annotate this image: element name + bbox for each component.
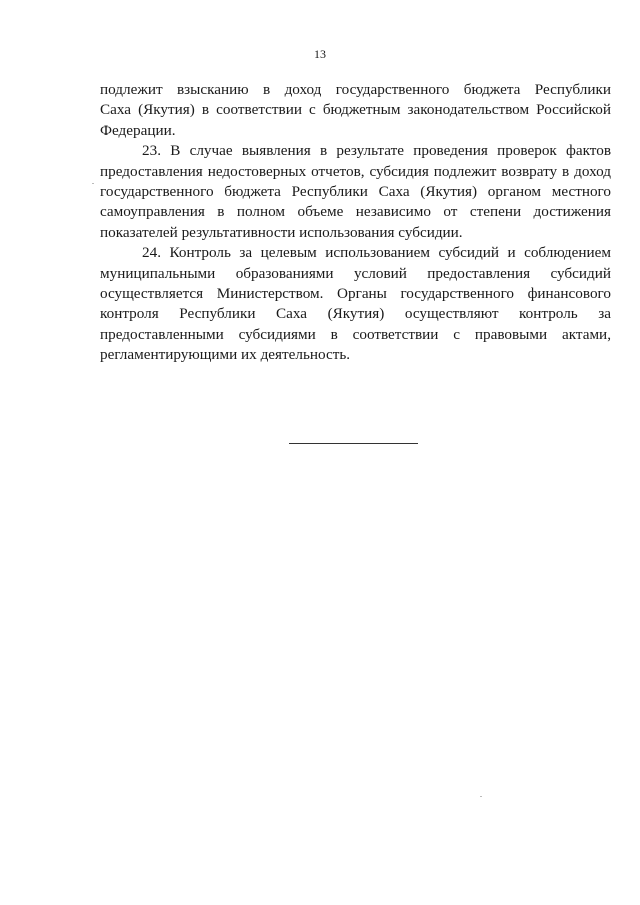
text-line: самоуправления в полном объеме независимо от степени достижения (100, 203, 611, 221)
text-line: предоставления недостоверных отчетов, субсидия подлежит возврату в доход (100, 162, 611, 180)
text-line: предоставленными субсидиями в соответствии с правовыми актами, (100, 325, 611, 343)
scan-artifact (480, 796, 482, 797)
text-line: 24. Контроль за целевым использованием субсидий и соблюдением (142, 244, 611, 262)
text-line: муниципальными образованиями условий предоставления субсидий (100, 264, 611, 282)
text-line: Федерации. (100, 121, 176, 139)
document-body (100, 80, 611, 365)
text-line: подлежит взысканию в доход государственного бюджета Республики (100, 81, 611, 98)
closing-separator-line (289, 443, 418, 444)
text-line: регламентирующими их деятельность. (100, 346, 351, 364)
text-line: Саха (Якутия) в соответствии с бюджетным законодательством Российской (100, 101, 611, 119)
text-line: осуществляется Министерством. Органы государственного финансового (100, 284, 611, 302)
scan-artifact (92, 183, 94, 184)
page-number: 13 (314, 47, 326, 61)
text-line: государственного бюджета Республики Саха (Якутия) органом местного (100, 182, 611, 200)
text-line: контроля Республики Саха (Якутия) осуществляют контроль за (100, 305, 611, 323)
text-line: 23. В случае выявления в результате проведения проверок фактов (142, 142, 611, 160)
text-line: показателей результативности использования субсидии. (100, 223, 463, 241)
